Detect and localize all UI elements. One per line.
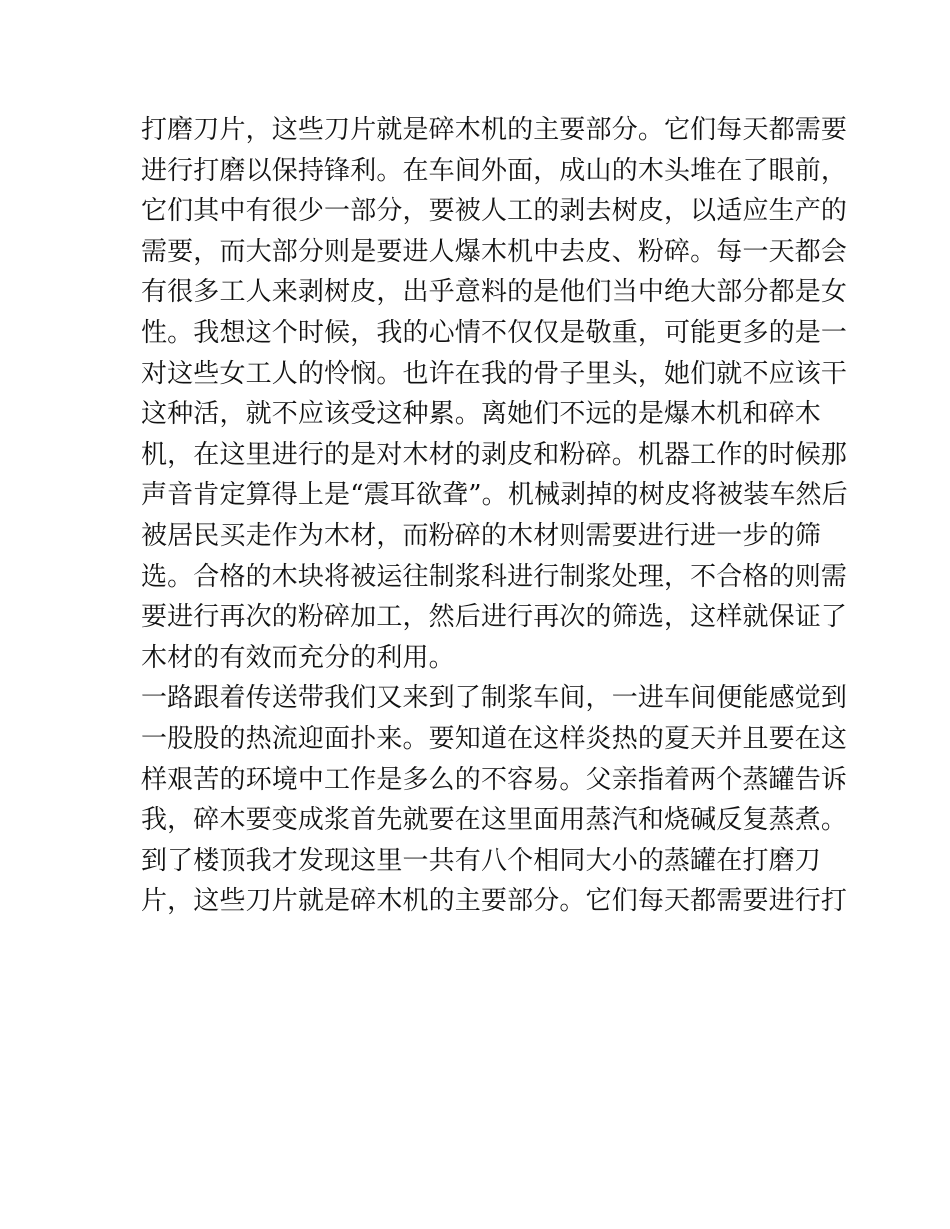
text-line-16: 一股股的热流迎面扑来。要知道在这样炎热的夏天并且要在这: [141, 723, 848, 754]
text-line-20: 片，这些刀片就是碎木机的主要部分。它们每天都需要进行打: [141, 886, 848, 917]
text-line-18: 我，碎木要变成浆首先就要在这里面用蒸汽和烧碱反复蒸煮。: [141, 805, 848, 836]
text-line-5: 有很多工人来剥树皮，出乎意料的是他们当中绝大部分都是女: [141, 277, 848, 308]
text-line-11: 被居民买走作为木材，而粉碎的木材则需要进行进一步的筛: [141, 520, 821, 551]
text-line-2: 进行打磨以保持锋利。在车间外面，成山的木头堆在了眼前，: [141, 155, 848, 186]
text-line-10: 声音肯定算得上是“震耳欲聋”。机械剥掉的树皮将被装车然后: [141, 480, 848, 511]
text-line-19: 到了楼顶我才发现这里一共有八个相同大小的蒸罐在打磨刀: [141, 845, 821, 876]
text-line-8: 这种活，就不应该受这种累。离她们不远的是爆木机和碎木: [141, 399, 821, 430]
text-line-6: 性。我想这个时候，我的心情不仅仅是敬重，可能更多的是一: [141, 317, 848, 348]
text-line-14: 木材的有效而充分的利用。: [141, 642, 455, 673]
text-line-4: 需要，而大部分则是要进人爆木机中去皮、粉碎。每一天都会: [141, 236, 848, 267]
text-line-1: 打磨刀片，这些刀片就是碎木机的主要部分。它们每天都需要: [141, 115, 848, 145]
text-line-3: 它们其中有很少一部分，要被人工的剥去树皮，以适应生产的: [141, 196, 848, 227]
text-line-12: 选。合格的木块将被运往制浆科进行制浆处理，不合格的则需: [141, 561, 848, 592]
text-line-13: 要进行再次的粉碎加工，然后进行再次的筛选，这样就保证了: [141, 602, 848, 633]
text-line-17: 样艰苦的环境中工作是多么的不容易。父亲指着两个蒸罐告诉: [141, 764, 848, 795]
text-line-7: 对这些女工人的怜悯。也许在我的骨子里头，她们就不应该干: [141, 358, 848, 389]
text-line-15: 一路跟着传送带我们又来到了制浆车间，一进车间便能感觉到: [141, 683, 848, 714]
text-line-9: 机，在这里进行的是对木材的剥皮和粉碎。机器工作的时候那: [141, 439, 848, 470]
body-text: [141, 110, 848, 922]
